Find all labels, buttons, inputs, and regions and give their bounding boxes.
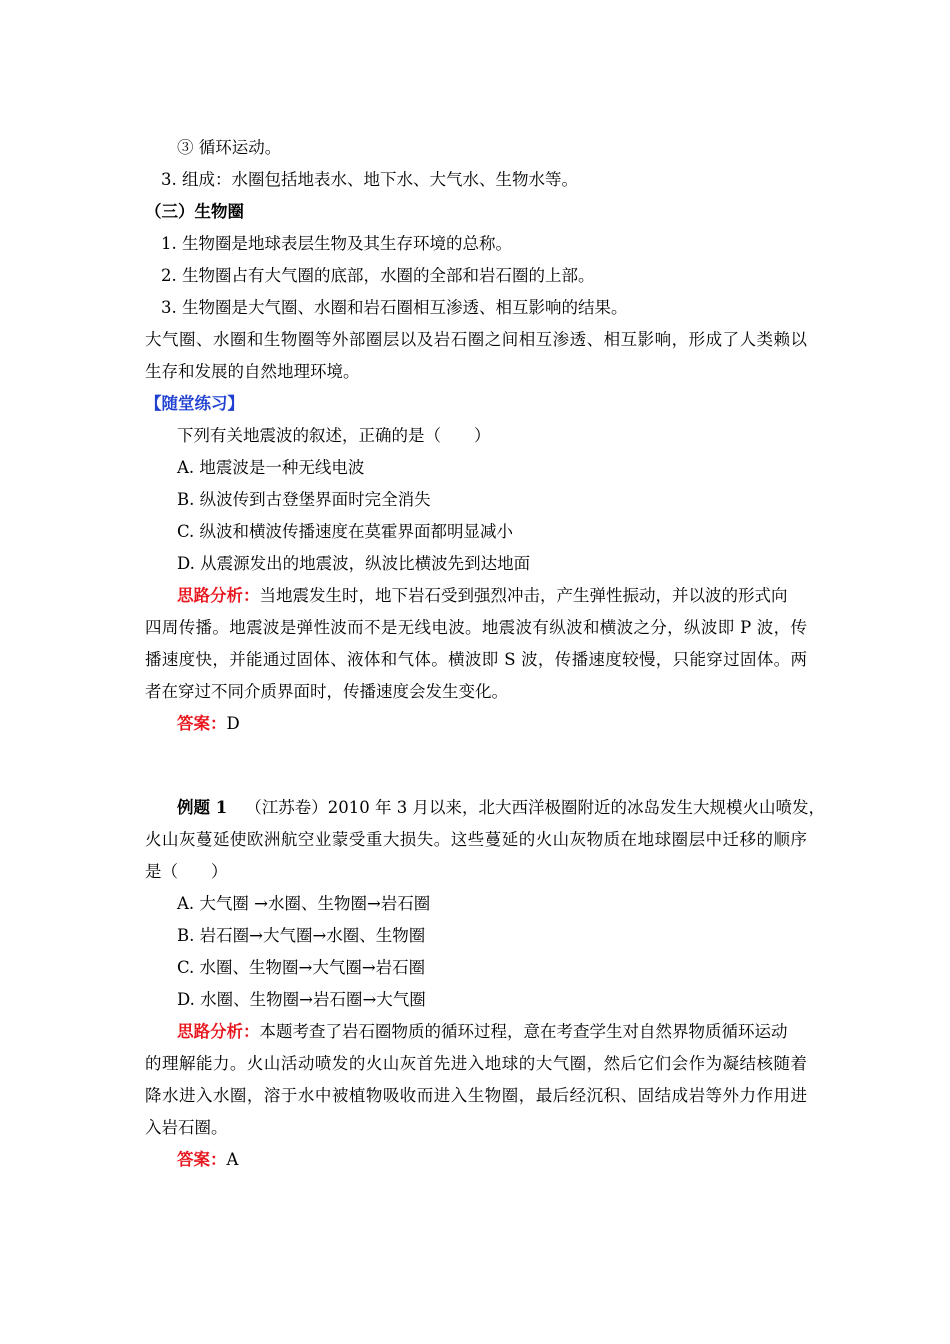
example1-answer: [177, 1149, 238, 1171]
example1-stem-line-2: 火山灰蔓延使欧洲航空业蒙受重大损失。这些蔓延的火山灰物质在地球圈层中迁移的顺序: [145, 830, 807, 849]
example1-analysis-line-2: 的理解能力。火山活动喷发的火山灰首先进入地球的大气圈，然后它们会作为凝结核随着: [145, 1054, 807, 1073]
practice-question: 下列有关地震波的叙述，正确的是（ ）: [177, 426, 491, 445]
example1-option-d: D. 水圈、生物圈→岩石圈→大气圈: [177, 990, 426, 1009]
example1-option-b: B. 岩石圈→大气圈→水圈、生物圈: [177, 926, 426, 945]
water-composition-item: 3. 组成：水圈包括地表水、地下水、大气水、生物水等。: [161, 170, 578, 189]
example1-option-c: C. 水圈、生物圈→大气圈→岩石圈: [177, 958, 426, 977]
practice-heading: 【随堂练习】: [145, 394, 244, 413]
biosphere-item-2: 2. 生物圈占有大气圈的底部，水圈的全部和岩石圈的上部。: [161, 266, 595, 285]
example1-answer-value: A: [226, 1150, 239, 1169]
example1-analysis-line-1: [177, 1021, 788, 1043]
biosphere-item-1: 1. 生物圈是地球表层生物及其生存环境的总称。: [161, 234, 512, 253]
biosphere-heading: （三）生物圈: [145, 202, 244, 221]
practice-option-c: C. 纵波和横波传播速度在莫霍界面都明显减小: [177, 522, 514, 541]
example1-answer-label: 答案：: [177, 1150, 227, 1169]
example1-stem-text-1: （江苏卷）2010 年 3 月以来，北大西洋极圈附近的冰岛发生大规模火山喷发，: [245, 798, 825, 817]
practice-analysis-line-1: [177, 585, 788, 607]
water-cycle-item: ③ 循环运动。: [177, 138, 282, 157]
practice-answer-label: 答案：: [177, 714, 227, 733]
example1-label: 例题 1: [177, 798, 228, 817]
biosphere-item-3: 3. 生物圈是大气圈、水圈和岩石圈相互渗透、相互影响的结果。: [161, 298, 628, 317]
practice-analysis-label: 思路分析：: [177, 586, 260, 605]
example1-analysis-label: 思路分析：: [177, 1022, 260, 1041]
example1-analysis-line-3: 降水进入水圈，溶于水中被植物吸收而进入生物圈，最后经沉积、固结成岩等外力作用进: [145, 1086, 807, 1105]
example1-analysis-line-4: 入岩石圈。: [145, 1118, 228, 1137]
practice-option-d: D. 从震源发出的地震波，纵波比横波先到达地面: [177, 554, 531, 573]
practice-option-b: B. 纵波传到古登堡界面时完全消失: [177, 490, 431, 509]
example1-analysis-text-1: 本题考查了岩石圈物质的循环过程，意在考查学生对自然界物质循环运动: [259, 1022, 788, 1041]
practice-analysis-line-3: 播速度快，并能通过固体、液体和气体。横波即 S 波，传播速度较慢，只能穿过固体。两: [145, 650, 807, 669]
practice-option-a: A. 地震波是一种无线电波: [177, 458, 365, 477]
biosphere-summary-line-2: 生存和发展的自然地理环境。: [145, 362, 360, 381]
example1-stem-line-1: [177, 797, 825, 819]
practice-analysis-text-1: 当地震发生时，地下岩石受到强烈冲击，产生弹性振动，并以波的形式向: [259, 586, 788, 605]
example1-stem-line-3: 是（ ）: [145, 862, 228, 881]
practice-answer-value: D: [226, 714, 240, 733]
example1-option-a: A. 大气圈 →水圈、生物圈→岩石圈: [177, 894, 431, 913]
practice-analysis-line-4: 者在穿过不同介质界面时，传播速度会发生变化。: [145, 682, 508, 701]
practice-analysis-line-2: 四周传播。地震波是弹性波而不是无线电波。地震波有纵波和横波之分，纵波即 P 波，传: [145, 618, 807, 637]
biosphere-summary-line-1: 大气圈、水圈和生物圈等外部圈层以及岩石圈之间相互渗透、相互影响，形成了人类赖以: [145, 330, 807, 349]
practice-answer: [177, 713, 240, 735]
